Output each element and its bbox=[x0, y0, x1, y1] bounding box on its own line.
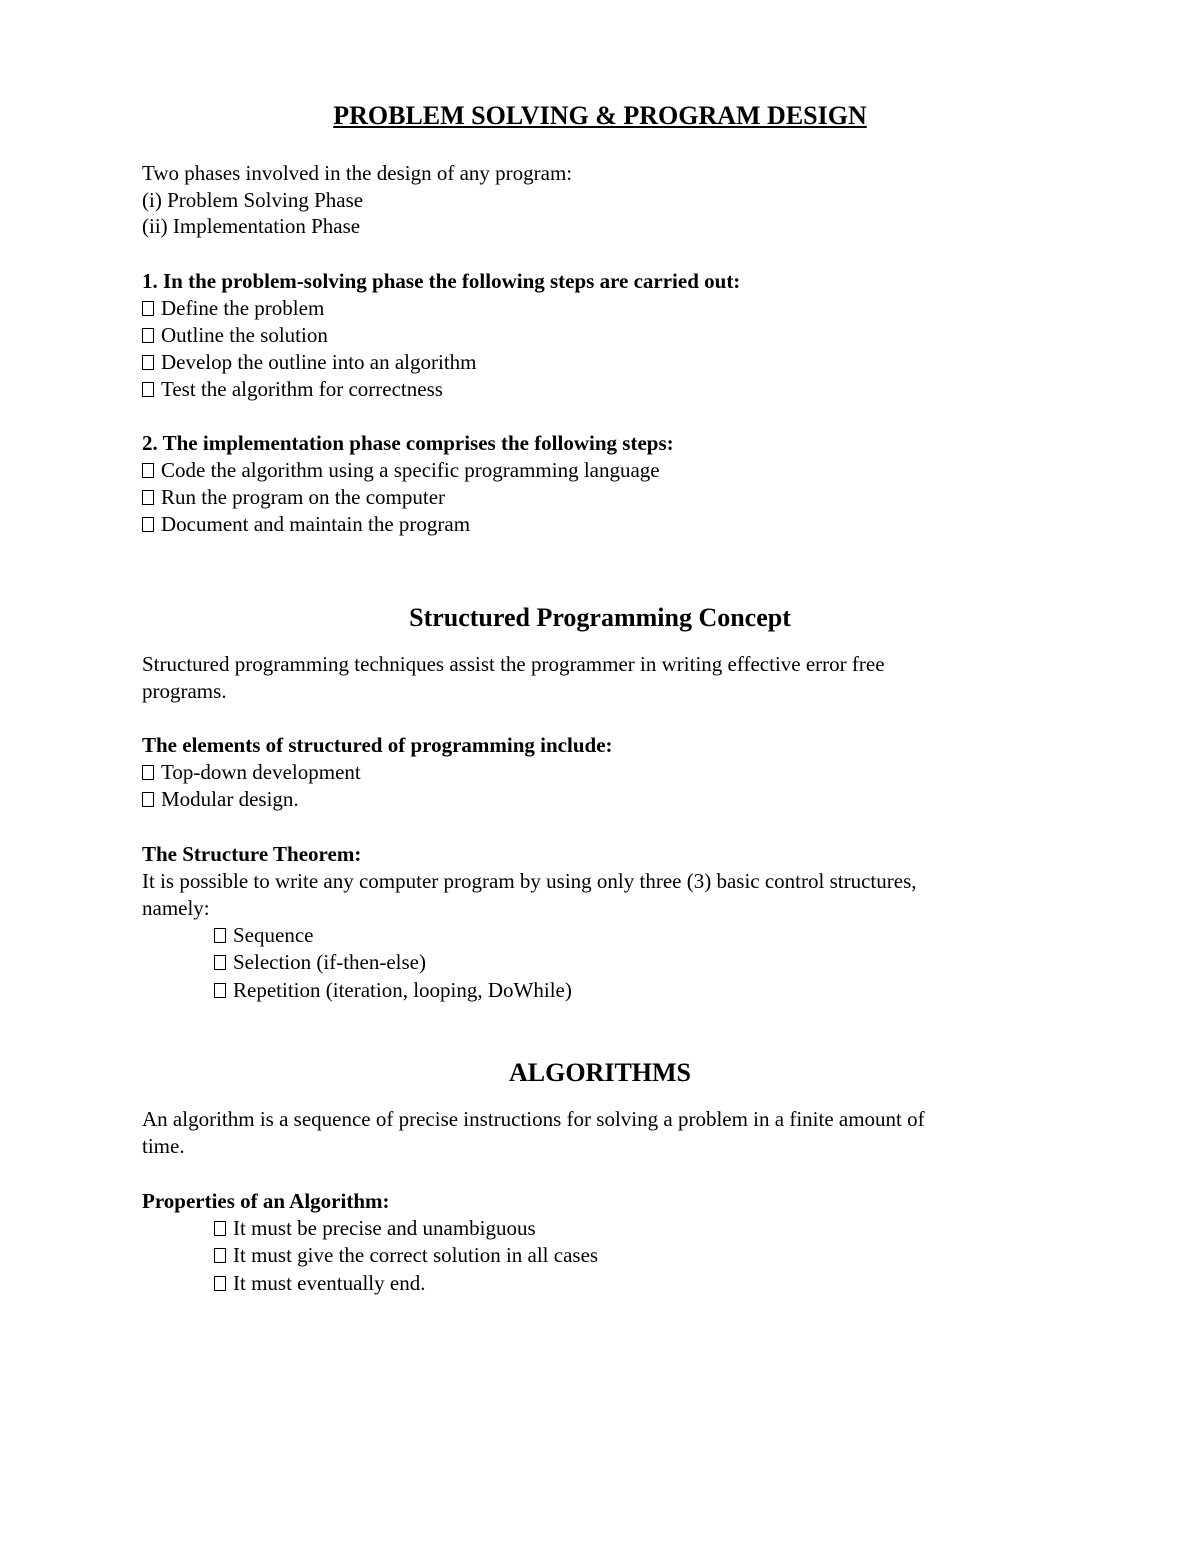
list-item bbox=[142, 485, 445, 509]
checkbox-bullet-icon bbox=[214, 1221, 226, 1236]
algorithms-heading: ALGORITHMS bbox=[508, 1058, 692, 1087]
list-item-text: Outline the solution bbox=[161, 323, 328, 347]
checkbox-bullet-icon bbox=[142, 463, 154, 478]
list-item-text: Define the problem bbox=[161, 296, 325, 320]
checkbox-bullet-icon bbox=[142, 328, 154, 343]
checkbox-bullet-icon bbox=[142, 382, 154, 397]
page-title: PROBLEM SOLVING & PROGRAM DESIGN bbox=[333, 101, 867, 130]
problem-solving-heading: 1. In the problem-solving phase the following steps are carried out: bbox=[142, 269, 741, 293]
list-item bbox=[142, 760, 361, 784]
implementation-heading: 2. The implementation phase comprises the following steps: bbox=[142, 431, 674, 455]
list-item bbox=[142, 512, 470, 536]
checkbox-bullet-icon bbox=[214, 928, 226, 943]
algorithms-paragraph-line-2: time. bbox=[142, 1134, 185, 1158]
list-item-text: Run the program on the computer bbox=[161, 485, 446, 509]
checkbox-bullet-icon bbox=[214, 1276, 226, 1291]
list-item bbox=[142, 296, 324, 320]
checkbox-bullet-icon bbox=[142, 765, 154, 780]
list-item-text: Develop the outline into an algorithm bbox=[161, 350, 477, 374]
checkbox-bullet-icon bbox=[214, 955, 226, 970]
list-item bbox=[142, 787, 299, 811]
list-item-text: Document and maintain the program bbox=[161, 512, 471, 536]
theorem-heading: The Structure Theorem: bbox=[142, 842, 362, 866]
list-item bbox=[214, 1271, 425, 1295]
list-item bbox=[214, 950, 426, 974]
list-item bbox=[142, 350, 477, 374]
elements-heading: The elements of structured of programming include: bbox=[142, 733, 613, 757]
list-item-text: Top-down development bbox=[161, 760, 361, 784]
checkbox-bullet-icon bbox=[142, 301, 154, 316]
checkbox-bullet-icon bbox=[142, 490, 154, 505]
list-item-text: It must eventually end. bbox=[233, 1271, 426, 1295]
list-item-text: It must be precise and unambiguous bbox=[233, 1216, 536, 1240]
intro-text: Two phases involved in the design of any program: bbox=[142, 161, 573, 185]
structured-heading: Structured Programming Concept bbox=[409, 603, 791, 632]
list-item-text: Modular design. bbox=[161, 787, 299, 811]
list-item bbox=[142, 323, 328, 347]
list-item bbox=[214, 1216, 536, 1240]
phase-item-2: (ii) Implementation Phase bbox=[142, 214, 361, 238]
checkbox-bullet-icon bbox=[142, 517, 154, 532]
properties-heading: Properties of an Algorithm: bbox=[142, 1189, 390, 1213]
checkbox-bullet-icon bbox=[214, 983, 226, 998]
list-item-text: Sequence bbox=[233, 923, 314, 947]
list-item bbox=[214, 978, 572, 1002]
checkbox-bullet-icon bbox=[142, 792, 154, 807]
list-item bbox=[214, 1243, 598, 1267]
list-item bbox=[214, 923, 313, 947]
algorithms-paragraph-line-1: An algorithm is a sequence of precise instructions for solving a problem in a finite amount of bbox=[142, 1107, 925, 1131]
structured-paragraph-line-2: programs. bbox=[142, 679, 227, 703]
theorem-text-line-1: It is possible to write any computer program by using only three (3) basic control structures, bbox=[142, 869, 917, 893]
checkbox-bullet-icon bbox=[142, 355, 154, 370]
list-item-text: Test the algorithm for correctness bbox=[161, 377, 443, 401]
list-item-text: Repetition (iteration, looping, DoWhile) bbox=[233, 978, 572, 1002]
list-item-text: Code the algorithm using a specific programming language bbox=[161, 458, 660, 482]
list-item-text: Selection (if-then-else) bbox=[233, 950, 426, 974]
structured-paragraph-line-1: Structured programming techniques assist the programmer in writing effective error free bbox=[142, 652, 885, 676]
list-item bbox=[142, 377, 443, 401]
theorem-text-line-2: namely: bbox=[142, 896, 210, 920]
list-item bbox=[142, 458, 660, 482]
list-item-text: It must give the correct solution in all cases bbox=[233, 1243, 599, 1267]
phase-item-1: (i) Problem Solving Phase bbox=[142, 188, 364, 212]
checkbox-bullet-icon bbox=[214, 1248, 226, 1263]
